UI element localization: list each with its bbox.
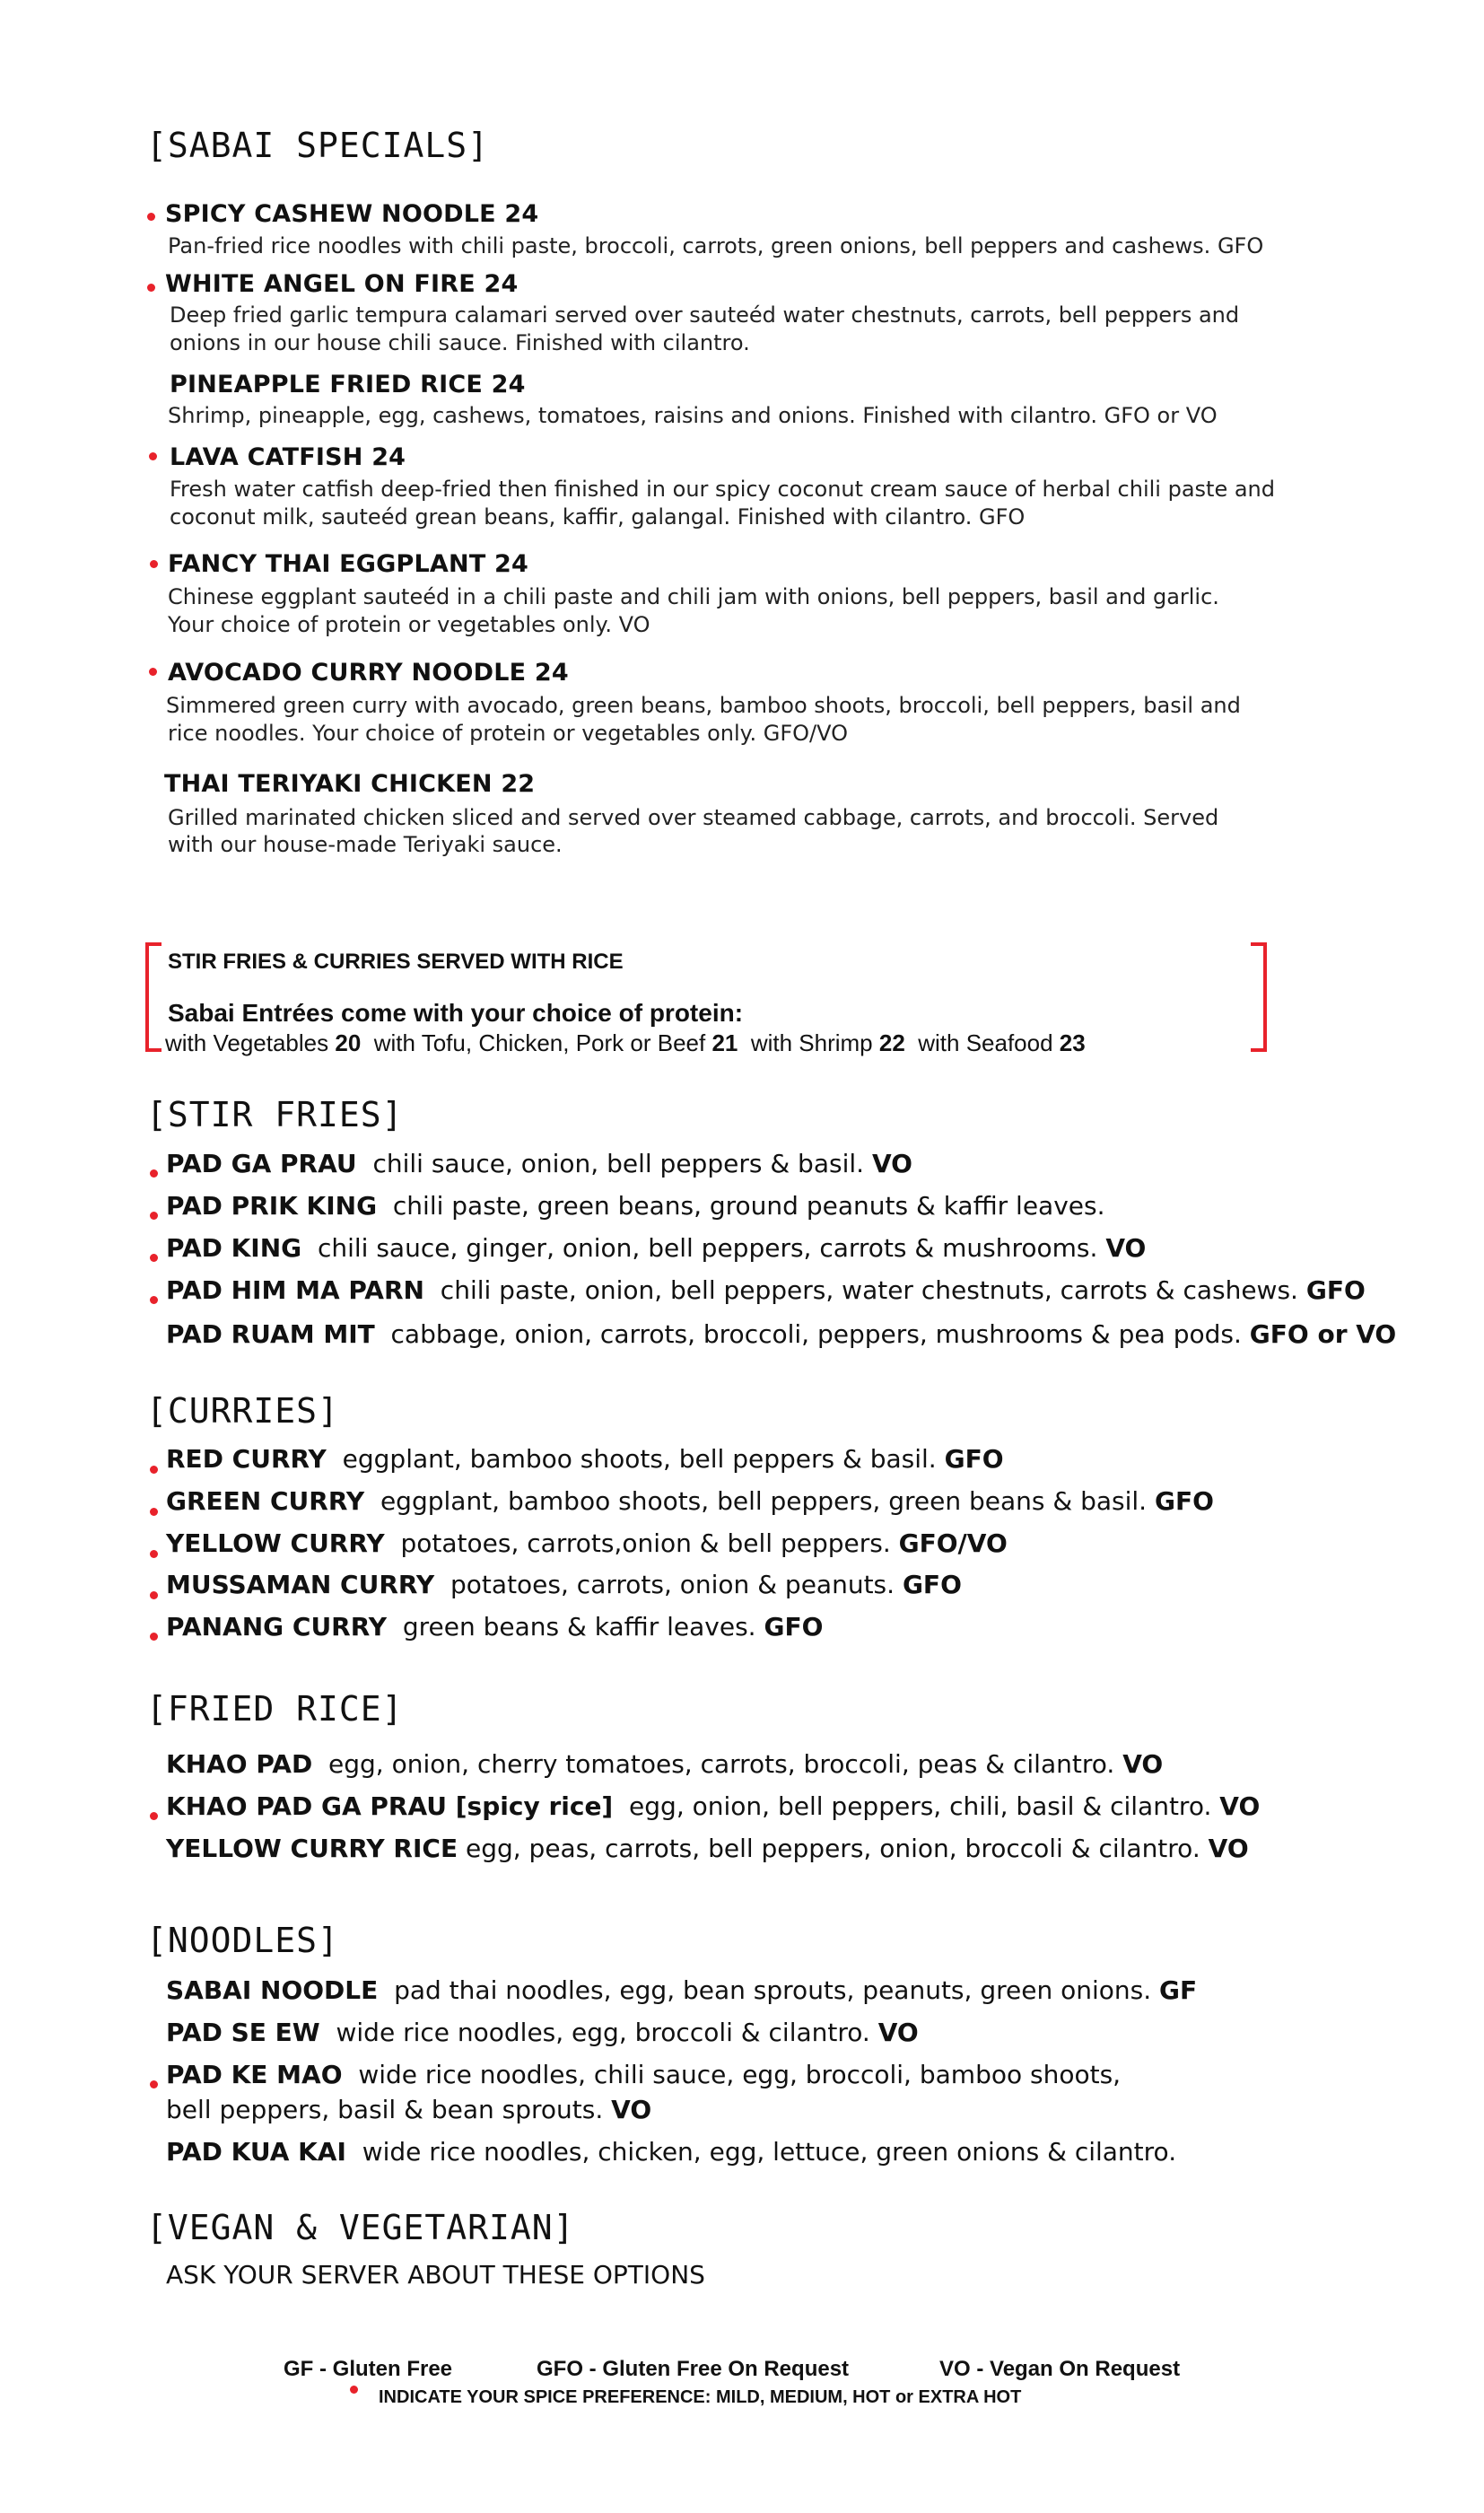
menu-item	[166, 1191, 1105, 1221]
price-label: with Shrimp	[750, 1029, 879, 1056]
menu-item	[166, 1570, 962, 1599]
item-desc: chili sauce, onion, bell peppers & basil.	[372, 1149, 865, 1178]
special-desc: coconut milk, sauteéd grean beans, kaffir, galangal. Finished with cilantro. GFO	[170, 504, 1026, 530]
item-desc: wide rice noodles, chicken, egg, lettuce, green onions & cilantro.	[362, 2137, 1177, 2167]
item-desc: wide rice noodles, chili sauce, egg, broccoli, bamboo shoots,	[358, 2060, 1122, 2089]
special-desc: Your choice of protein or vegetables only. VO	[168, 612, 650, 637]
item-name: GREEN CURRY	[166, 1486, 365, 1516]
special-desc: Grilled marinated chicken sliced and served over steamed cabbage, carrots, and broccoli. Served	[168, 805, 1219, 830]
note-served-with-rice: STIR FRIES & CURRIES SERVED WITH RICE	[168, 950, 624, 974]
spicy-indicator-dot	[149, 452, 157, 460]
price-label: with Vegetables	[165, 1029, 336, 1056]
legend-gfo: GFO - Gluten Free On Request	[537, 2357, 850, 2381]
item-name: SABAI NOODLE	[166, 1975, 379, 2005]
spicy-indicator-dot	[150, 1508, 158, 1516]
item-desc: egg, onion, cherry tomatoes, carrots, broccoli, peas & cilantro.	[328, 1749, 1115, 1779]
spicy-indicator-dot	[150, 1633, 158, 1641]
section-title-specials: [SABAI SPECIALS]	[146, 126, 490, 165]
item-name: PAD KUA KAI	[166, 2137, 346, 2167]
item-desc: chili paste, green beans, ground peanuts & kaffir leaves.	[392, 1191, 1105, 1221]
dietary-tag: GFO	[1154, 1486, 1214, 1516]
dietary-tag: VO	[877, 2018, 919, 2047]
menu-item	[166, 2137, 1176, 2167]
dietary-tag: VO	[1122, 1749, 1164, 1779]
item-desc: potatoes, carrots,onion & bell peppers.	[400, 1528, 899, 1558]
item-desc: potatoes, carrots, onion & peanuts.	[450, 1570, 903, 1599]
menu-item	[166, 2018, 919, 2047]
dietary-tag: GFO	[764, 1612, 824, 1642]
menu-item	[166, 1486, 1214, 1516]
special-desc: with our house-made Teriyaki sauce.	[168, 832, 563, 857]
special-desc: Deep fried garlic tempura calamari served over sauteéd water chestnuts, carrots, bell peppers and	[170, 302, 1240, 328]
vegan-note: ASK YOUR SERVER ABOUT THESE OPTIONS	[166, 2260, 705, 2290]
rice-protein-note	[145, 942, 1267, 1056]
dietary-tag: VO	[871, 1149, 912, 1178]
spicy-indicator-dot	[150, 1169, 158, 1178]
spicy-indicator-dot	[150, 1296, 158, 1304]
spicy-indicator-dot	[150, 1591, 158, 1599]
special-name: FANCY THAI EGGPLANT 24	[168, 550, 529, 578]
item-desc: wide rice noodles, egg, broccoli & cilantro.	[336, 2018, 870, 2047]
note-protein-prices	[165, 1029, 1086, 1057]
price-value: 22	[878, 1029, 905, 1056]
item-desc: egg, peas, carrots, bell peppers, onion, broccoli & cilantro.	[465, 1834, 1200, 1863]
spicy-indicator-dot	[150, 1812, 158, 1820]
dietary-tag: GFO or VO	[1249, 1319, 1397, 1349]
note-protein-heading: Sabai Entrées come with your choice of protein:	[168, 999, 744, 1027]
menu-item	[166, 1275, 1366, 1305]
item-name: KHAO PAD GA PRAU [spicy rice]	[166, 1791, 614, 1821]
menu-item	[166, 2060, 1121, 2089]
menu-item	[166, 1791, 1260, 1821]
left-bracket	[145, 942, 161, 1052]
spicy-indicator-dot	[150, 1254, 158, 1262]
spicy-indicator-dot	[150, 1466, 158, 1474]
special-desc: Chinese eggplant sauteéd in a chili paste and chili jam with onions, bell peppers, basil and garlic.	[168, 584, 1219, 609]
item-name: MUSSAMAN CURRY	[166, 1570, 435, 1599]
dietary-tag: GFO	[902, 1570, 962, 1599]
dietary-tag: VO	[1219, 1791, 1261, 1821]
spicy-indicator-dot	[147, 284, 155, 292]
section-title-vegan: [VEGAN & VEGETARIAN]	[146, 2208, 575, 2247]
special-name: WHITE ANGEL ON FIRE 24	[165, 270, 519, 298]
dietary-tag: GF	[1159, 1975, 1198, 2005]
dietary-tag: VO	[611, 2095, 652, 2124]
special-name: AVOCADO CURRY NOODLE 24	[168, 659, 569, 687]
item-name: KHAO PAD	[166, 1749, 313, 1779]
item-name: PAD RUAM MIT	[166, 1319, 375, 1349]
price-label: with Tofu, Chicken, Pork or Beef	[373, 1029, 712, 1056]
dietary-tag: VO	[1208, 1834, 1249, 1863]
item-desc: cabbage, onion, carrots, broccoli, peppers, mushrooms & pea pods.	[390, 1319, 1242, 1349]
menu-item	[166, 1528, 1008, 1558]
section-title-noodles: [NOODLES]	[146, 1921, 339, 1960]
section-title-stir-fries: [STIR FRIES]	[146, 1095, 404, 1134]
price-value: 21	[711, 1029, 738, 1056]
special-desc: rice noodles. Your choice of protein or vegetables only. GFO/VO	[168, 721, 848, 746]
legend-spice-preference: INDICATE YOUR SPICE PREFERENCE: MILD, MEDIUM, HOT or EXTRA HOT	[379, 2387, 1022, 2407]
item-desc: chili sauce, ginger, onion, bell peppers, carrots & mushrooms.	[317, 1233, 1098, 1263]
menu-item	[166, 1612, 823, 1642]
dietary-tag: GFO	[1305, 1275, 1366, 1305]
item-name: YELLOW CURRY	[166, 1528, 385, 1558]
special-desc: onions in our house chili sauce. Finished with cilantro.	[170, 330, 750, 355]
special-name: SPICY CASHEW NOODLE 24	[165, 200, 539, 228]
menu-item	[166, 1444, 1004, 1474]
item-desc: egg, onion, bell peppers, chili, basil & cilantro.	[629, 1791, 1212, 1821]
spicy-indicator-dot	[150, 2080, 158, 2088]
item-name: RED CURRY	[166, 1444, 327, 1474]
special-desc: Simmered green curry with avocado, green beans, bamboo shoots, broccoli, bell peppers, basil and	[166, 693, 1241, 718]
dietary-tag: GFO	[944, 1444, 1004, 1474]
item-name: PANANG CURRY	[166, 1612, 388, 1642]
item-name: PAD PRIK KING	[166, 1191, 378, 1221]
spicy-indicator-dot	[150, 1212, 158, 1220]
menu-item	[166, 1834, 1249, 1863]
item-name: YELLOW CURRY RICE	[166, 1834, 458, 1863]
legend-vo: VO - Vegan On Request	[939, 2357, 1181, 2381]
special-desc: Fresh water catfish deep-fried then finished in our spicy coconut cream sauce of herbal chili paste and	[170, 477, 1275, 502]
price-label: with Seafood	[918, 1029, 1060, 1056]
menu-item	[166, 1149, 912, 1178]
item-desc: eggplant, bamboo shoots, bell peppers & basil.	[342, 1444, 945, 1474]
item-name: PAD KING	[166, 1233, 302, 1263]
item-name: PAD HIM MA PARN	[166, 1275, 424, 1305]
item-desc: pad thai noodles, egg, bean sprouts, peanuts, green onions.	[394, 1975, 1152, 2005]
spicy-indicator-dot	[150, 560, 158, 568]
spicy-indicator-dot	[149, 668, 157, 676]
price-value: 23	[1059, 1029, 1086, 1056]
menu-item-continued	[166, 2095, 651, 2124]
item-name: PAD KE MAO	[166, 2060, 343, 2089]
price-value: 20	[335, 1029, 362, 1056]
right-bracket	[1251, 942, 1267, 1052]
section-title-fried-rice: [FRIED RICE]	[146, 1689, 404, 1729]
spicy-indicator-dot	[150, 1550, 158, 1558]
special-name: PINEAPPLE FRIED RICE 24	[170, 371, 526, 398]
item-name: PAD SE EW	[166, 2018, 320, 2047]
menu-item	[166, 1975, 1197, 2005]
menu-item	[166, 1233, 1146, 1263]
special-desc: Pan-fried rice noodles with chili paste, broccoli, carrots, green onions, bell peppers and cashews. GFO	[168, 233, 1264, 258]
dietary-tag: VO	[1105, 1233, 1147, 1263]
special-name: LAVA CATFISH 24	[170, 443, 406, 471]
spicy-indicator-dot	[350, 2386, 358, 2394]
item-desc: green beans & kaffir leaves.	[402, 1612, 764, 1642]
spicy-indicator-dot	[147, 213, 155, 221]
dietary-tag: GFO/VO	[898, 1528, 1008, 1558]
menu-item	[166, 1319, 1396, 1349]
item-name: PAD GA PRAU	[166, 1149, 357, 1178]
special-name: THAI TERIYAKI CHICKEN 22	[164, 770, 536, 798]
item-desc: chili paste, onion, bell peppers, water chestnuts, carrots & cashews.	[440, 1275, 1298, 1305]
item-desc: bell peppers, basil & bean sprouts.	[166, 2095, 604, 2124]
legend-gf: GF - Gluten Free	[284, 2357, 453, 2381]
section-title-curries: [CURRIES]	[146, 1391, 339, 1431]
item-desc: eggplant, bamboo shoots, bell peppers, green beans & basil.	[380, 1486, 1155, 1516]
menu-item	[166, 1749, 1163, 1779]
special-desc: Shrimp, pineapple, egg, cashews, tomatoes, raisins and onions. Finished with cilantro. GFO or VO	[168, 403, 1218, 428]
